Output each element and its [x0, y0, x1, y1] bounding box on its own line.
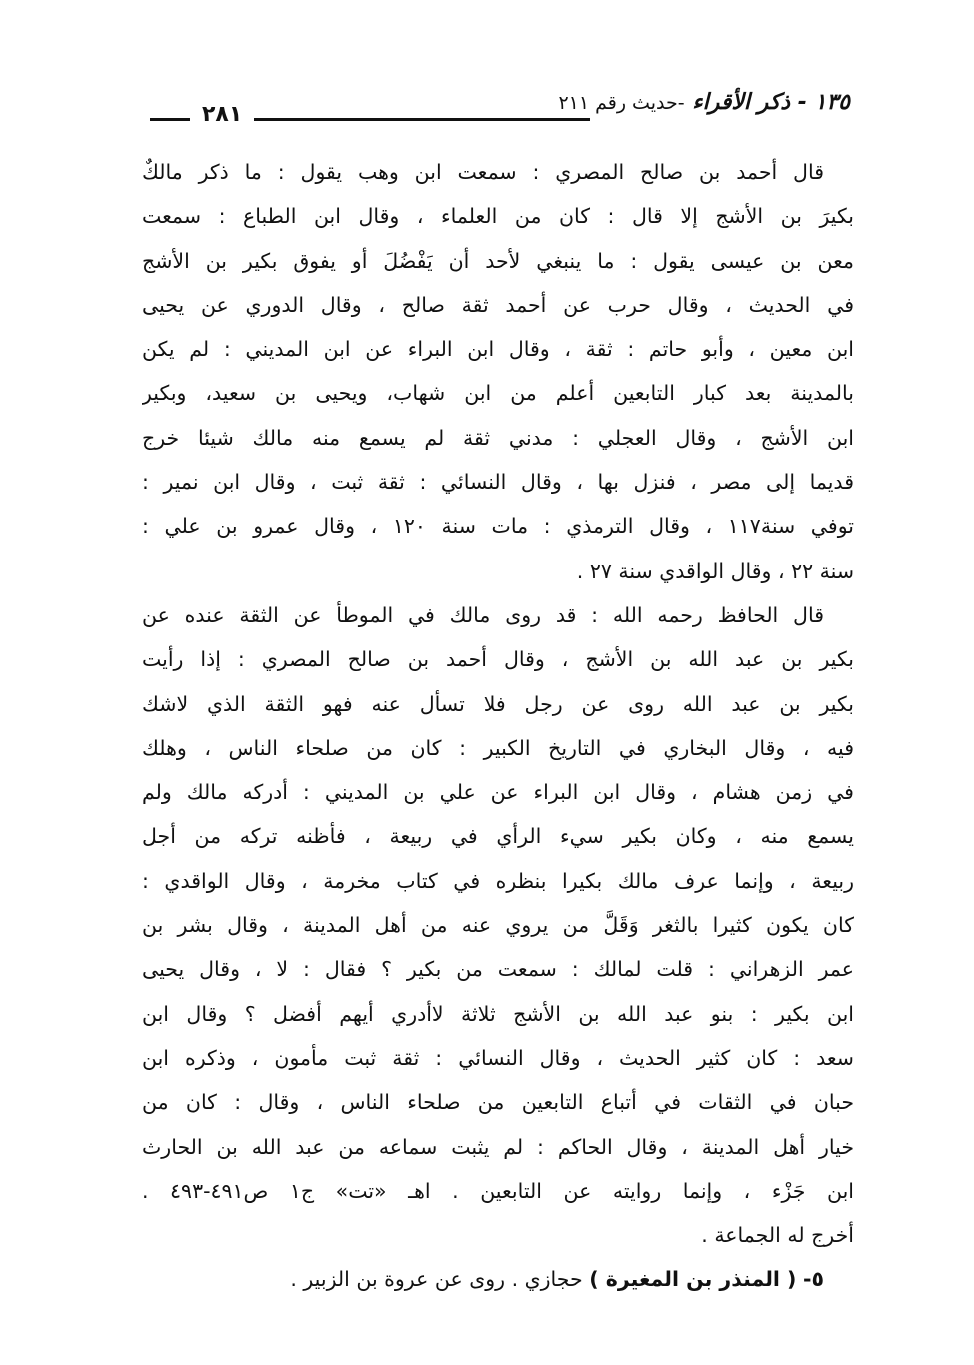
text-line: ابن معين ، وأبو حاتم : ثقة ، وقال ابن البراء عن ابن المديني : لم يكن	[142, 337, 854, 362]
text-line: معن بن عيسى يقول : ما ينبغي لأحد أن يَفْضُلَ أو يفوق بكير بن الأشج	[142, 248, 854, 273]
text-line: في الحديث ، وقال حرب عن أحمد ثقة صالح ، وقال الدوري عن يحيى	[142, 292, 854, 317]
header-title	[558, 90, 850, 115]
page-number: ٢٨١	[190, 100, 254, 130]
entry-name: ( المنذر بن المغيرة )	[589, 1267, 797, 1292]
text-line: في زمن هشام ، وقال ابن البراء عن علي بن المديني : أدركه مالك ولم	[142, 780, 854, 805]
text-line: ابن جَزْء ، وإنما روايته عن التابعين . اهـ «تت» ج١ ص٤٩١-٤٩٣ .	[142, 1178, 854, 1203]
text-line: سعد : كان كثير الحديث ، وقال النسائي : ثقة ثبت مأمون ، وذكره ابن	[142, 1045, 854, 1070]
text-line: بكيرَ بن الأشج إلا قال : كان من العلماء ، وقال ابن الطباع : سمعت	[142, 204, 854, 229]
text-line: بكير بن عبد الله روى عن رجل فلا تسأل عنه فهو الثقة الذي لاشك	[142, 691, 854, 716]
entry-description: حجازي . روى عن عروة بن الزبير .	[290, 1267, 583, 1292]
text-line: عمر الزهراني : قلت لمالك : سمعت من بكير ؟ فقال : لا ، وقال يحيى	[142, 957, 854, 982]
text-line: خيار أهل المدينة ، وقال الحاكم : لم يثبت سماعه من عبد الله بن الحارث	[142, 1134, 854, 1159]
text-line: فيه ، وقال البخاري في التاريخ الكبير : كان من صلحاء الناس ، وهلك	[142, 735, 854, 760]
text-line: قال الحافظ رحمه الله : قد روى مالك في الموطأ عن الثقة عنده عن	[142, 602, 824, 627]
text-line: ربيعة ، وإنما عرف مالك بكيرا بنظره في كتاب مخرمة ، وقال الواقدي :	[142, 868, 854, 893]
paragraph-2	[142, 593, 854, 1257]
hadith-reference: -حديث رقم ٢١١	[558, 92, 685, 114]
entry-number: ٥-	[802, 1267, 824, 1292]
text-line: يسمع منه ، وكان بكير سيء الرأي في ربيعة ، فأظنه تركه من أجل	[142, 824, 854, 849]
text-line: قديما إلى مصر ، فنزل بها ، وقال النسائي : ثقة ثبت ، وقال ابن نمير :	[142, 470, 854, 495]
text-line: ابن الأشج ، وقال العجلي : مدني ثقة لم يسمع منه مالك شيئا خرج	[142, 425, 854, 450]
entry-line	[142, 1257, 854, 1301]
entry-heading	[142, 1257, 854, 1301]
text-line: أخرج له الجماعة .	[701, 1223, 854, 1248]
paragraph-1	[142, 150, 854, 593]
chapter-title: ١٣٥ - ذكر الأقراء	[692, 90, 850, 115]
text-line: بكير بن عبد الله بن الأشج ، وقال أحمد بن صالح المصري : إذا رأيت	[142, 647, 854, 672]
text-line: كان يكون كثيرا بالثغر وَقَلَّ من يروي عنه من أهل المدينة ، وقال بشر بن	[142, 913, 854, 938]
text-line: بالمدينة بعد كبار التابعين أعلم من ابن شهاب، ويحيى بن سعيد، وبكير	[142, 381, 854, 406]
text-line: ابن بكير : بنو عبد الله بن الأشج ثلاثة لاأدري أيهم أفضل ؟ وقال ابن	[142, 1001, 854, 1026]
text-line: حبان في الثقات في أتباع التابعين من صلحاء الناس ، وقال : كان من	[142, 1090, 854, 1115]
text-line: توفي سنة١١٧ ، وقال الترمذي : مات سنة ١٢٠ ، وقال عمرو بن علي :	[142, 514, 854, 539]
text-line: قال أحمد بن صالح المصري : سمعت ابن وهب يقول : ما ذكر مالكٌ	[142, 160, 824, 184]
running-header	[150, 90, 850, 128]
text-line: سنة ٢٢ ، وقال الواقدي سنة ٢٧ .	[576, 558, 854, 583]
body-text	[142, 150, 854, 1302]
